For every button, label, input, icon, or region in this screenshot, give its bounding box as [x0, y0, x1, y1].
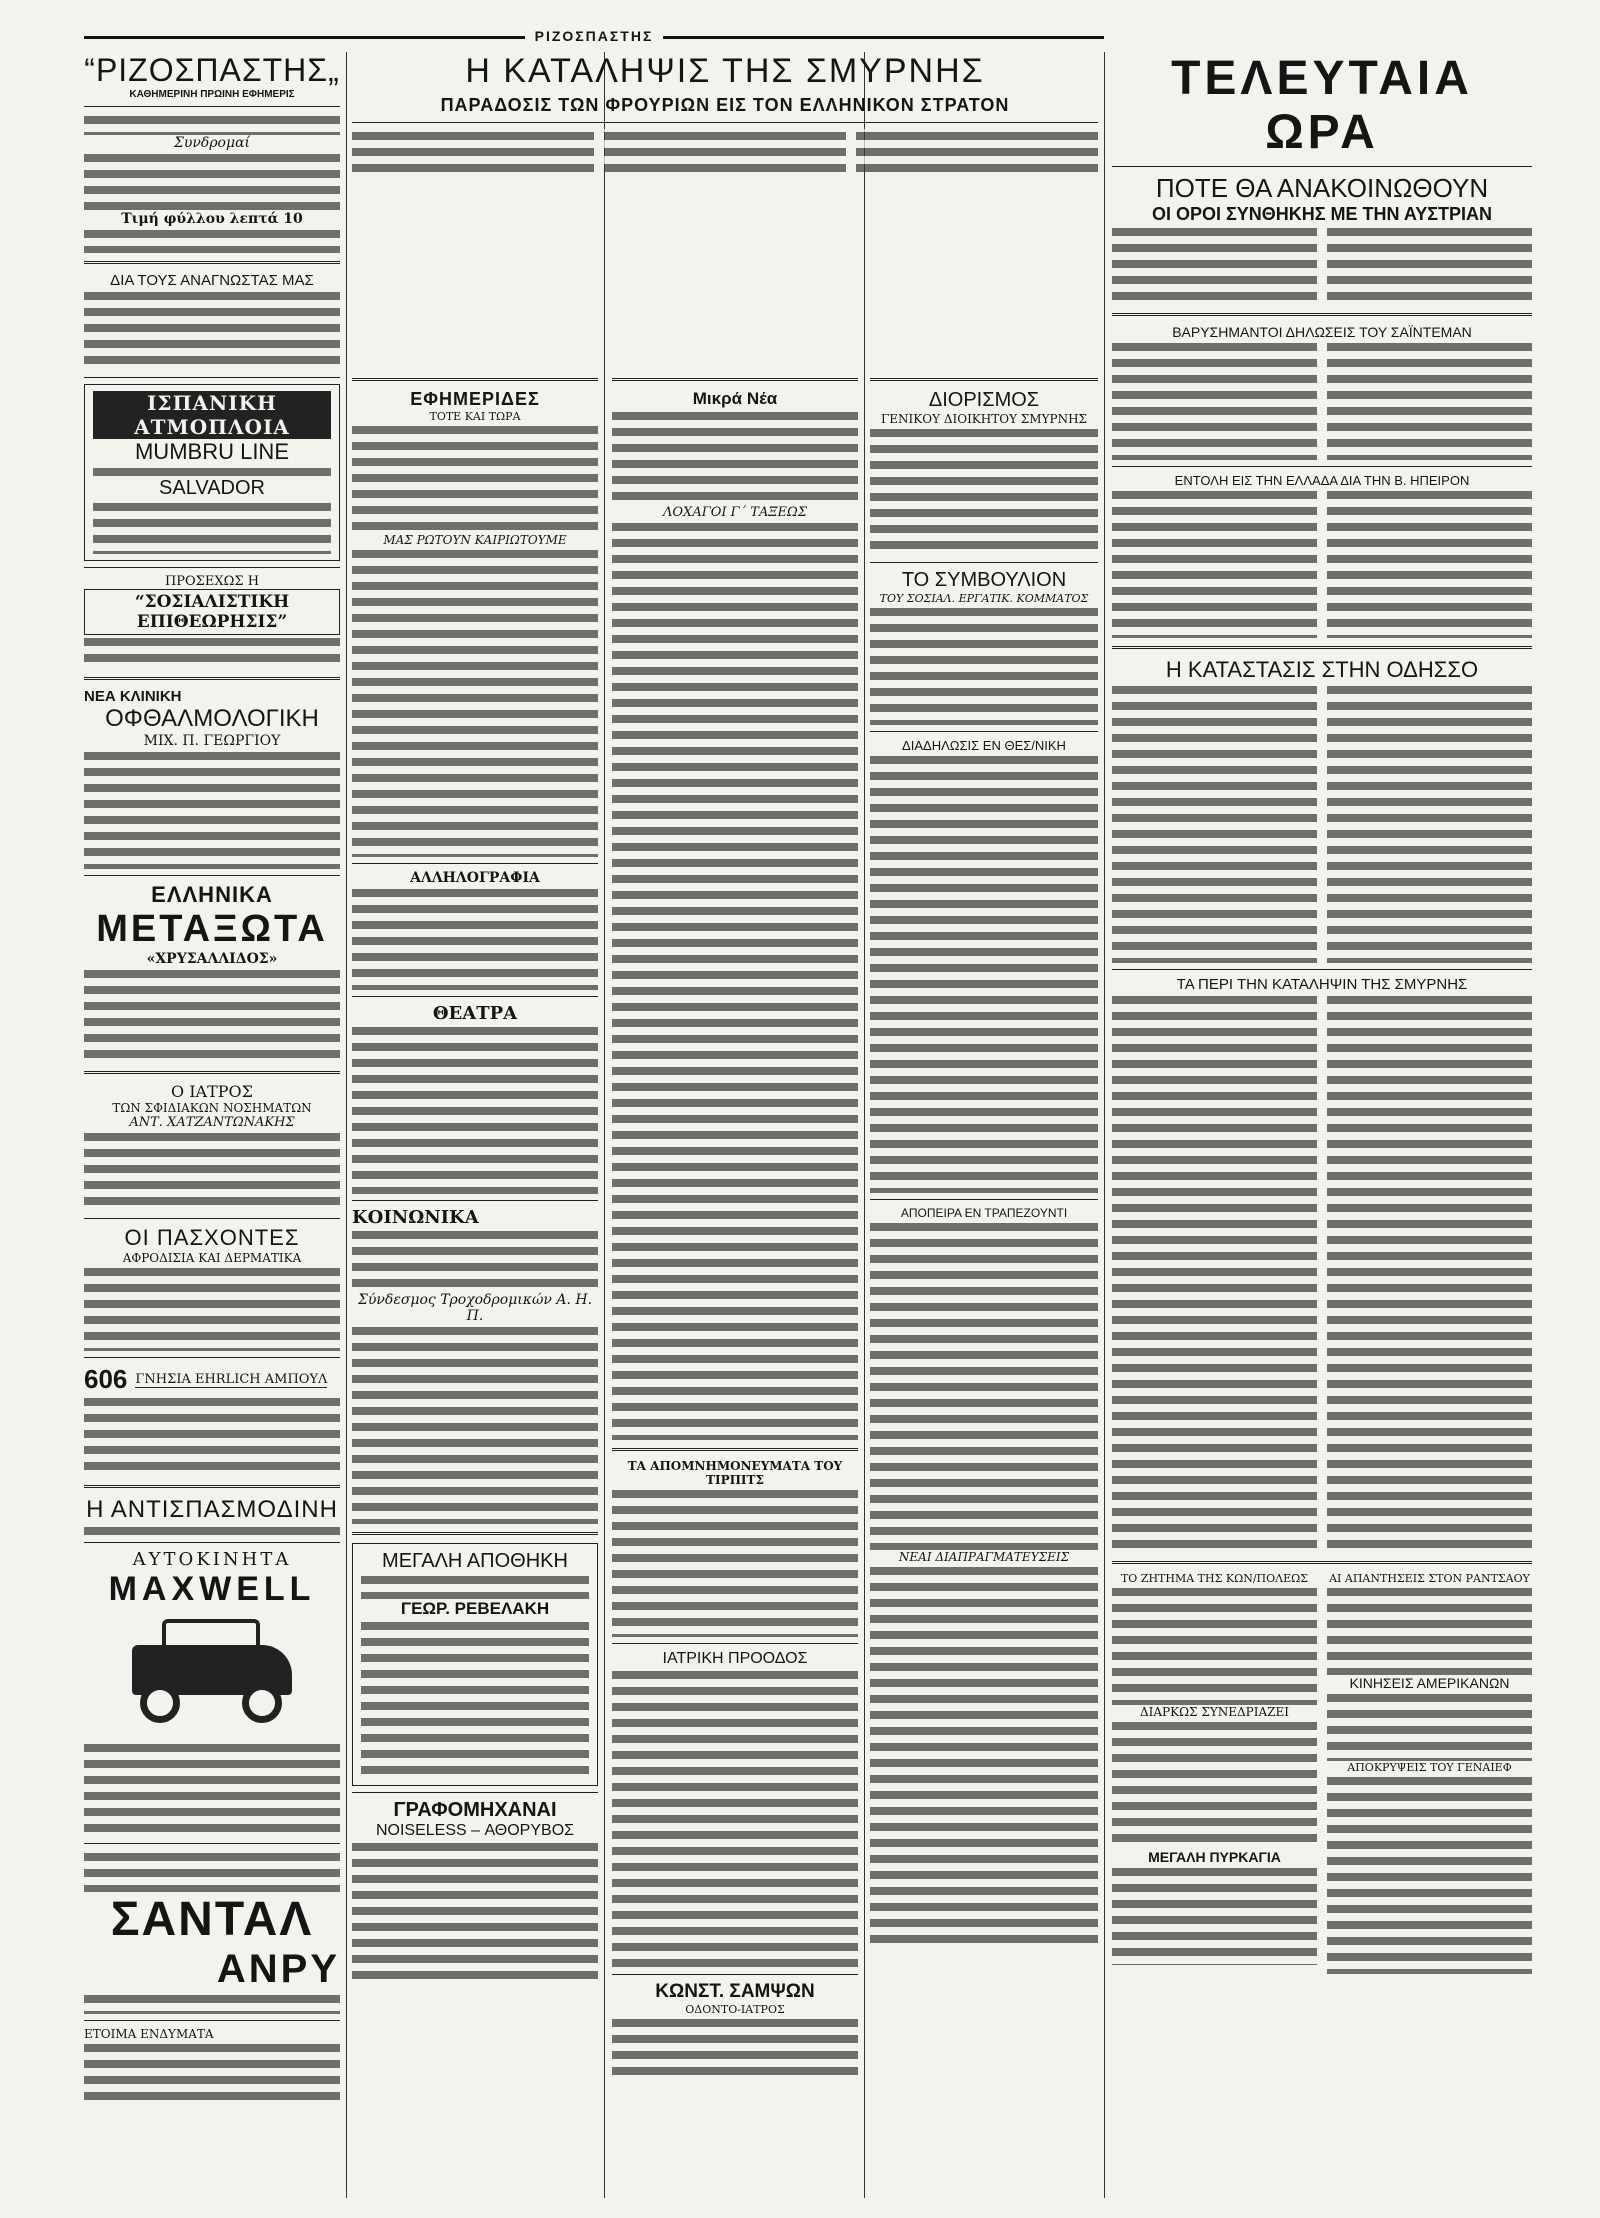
antispasm-title: Η ΑΝΤΙΣΠΑΣΜΟΔΙΝΗ: [86, 1496, 338, 1523]
r-heading-1: ΠΟΤΕ ΘΑ ΑΝΑΚΟΙΝΩΘΟΥΝ: [1155, 173, 1489, 203]
warehouse-title: ΜΕΓΑΛΗ ΑΠΟΘΗΚΗ: [382, 1550, 568, 1572]
cars-brand: MAXWELL: [108, 1570, 316, 1608]
letters-heading: ΑΛΛΗΛΟΓΡΑΦΙΑ: [410, 870, 540, 886]
council-sub: ΤΟΥ ΣΟΣΙΑΛ. ΕΡΓΑΤΙΚ. ΚΟΜΜΑΤΟΣ: [879, 592, 1089, 605]
cars-heading: ΑΥΤΟΚΙΝΗΤΑ: [132, 1549, 292, 1570]
sufferers-heading: ΟΙ ΠΑΣΧΟΝΤΕΣ: [124, 1225, 300, 1250]
silk-title: ΕΛΛΗΝΙΚΑ: [151, 882, 273, 907]
warehouse-owner: ΓΕΩΡ. ΡΕΒΕΛΑΚΗ: [400, 1599, 550, 1618]
right-column: [1112, 52, 1532, 2202]
top-banner: ΤΕΛΕΥΤΑΙΑ ΩΡΑ: [1171, 52, 1473, 159]
column-rule: [864, 52, 865, 2198]
tirpitz-heading: ΤΑ ΑΠΟΜΝΗΜΟΝΕΥΜΑΤΑ ΤΟΥ ΤΙΡΠΙΤΣ: [627, 1459, 843, 1487]
r-heading-5: ΤΑ ΠΕΡΙ ΤΗΝ ΚΑΤΑΛΗΨΙΝ ΤΗΣ ΣΜΥΡΝΗΣ: [1176, 976, 1468, 993]
clinic-doctor: ΜΙΧ. Π. ΓΕΩΡΓΙΟΥ: [143, 733, 281, 749]
r-heading-9: ΚΙΝΗΣΕΙΣ ΑΜΕΡΙΚΑΝΩΝ: [1349, 1675, 1510, 1691]
silk-big: ΜΕΤΑΞΩΤΑ: [96, 908, 328, 950]
negotiations-heading: ΝΕΑΙ ΔΙΑΠΡΑΓΜΑΤΕΥΣΕΙΣ: [898, 1550, 1070, 1564]
theatre-heading: ΘΕΑΤΡΑ: [432, 1003, 518, 1024]
shipping-line: MUMBRU LINE: [134, 439, 289, 464]
council-heading: ΤΟ ΣΥΜΒΟΥΛΙΟΝ: [901, 569, 1067, 591]
review-title: “ΣΟΣΙΑΛΙΣΤΙΚΗ ΕΠΙΘΕΩΡΗΣΙΣ”: [84, 589, 340, 635]
questions-heading: ΜΑΣ ΡΩΤΟΥΝ ΚΑΙΡΙΩΤΟΥΜΕ: [383, 533, 567, 547]
social-heading: ΚΟΙΝΩΝΙΚΑ: [352, 1207, 479, 1228]
masthead-subtitle: ΚΑΘΗΜΕΡΙΝΗ ΠΡΩΙΝΗ ΕΦΗΜΕΡΙΣ: [129, 89, 295, 100]
r-heading-6: ΤΟ ΖΗΤΗΜΑ ΤΗΣ ΚΩΝ/ΠΟΛΕΩΣ: [1120, 1572, 1309, 1585]
running-head-title: ΡΙΖΟΣΠΑΣΤΗΣ: [525, 28, 664, 44]
r-heading-11: ΜΕΓΑΛΗ ΠΥΡΚΑΓΙΑ: [1148, 1849, 1281, 1865]
column-4: [870, 370, 1098, 2200]
clinic-title: ΟΦΘΑΛΜΟΛΟΓΙΚΗ: [105, 705, 319, 732]
price-line: Τιμή φύλλου λεπτά 10: [121, 211, 303, 227]
r-heading-1-sub: ΟΙ ΟΡΟΙ ΣΥΝΘΗΚΗΣ ΜΕ ΤΗΝ ΑΥΣΤΡΙΑΝ: [1151, 204, 1493, 224]
doctor-name: ΑΝΤ. ΧΑΤΖΑΝΤΩΝΑΚΗΣ: [129, 1115, 295, 1130]
readers-heading: ΔΙΑ ΤΟΥΣ ΑΝΑΓΝΩΣΤΑΣ ΜΑΣ: [110, 272, 314, 289]
appointment-sub: ΓΕΝΙΚΟΥ ΔΙΟΙΚΗΤΟΥ ΣΜΥΡΝΗΣ: [880, 412, 1088, 426]
column-rule: [346, 52, 347, 2198]
ehrlich-text: ΓΝΗΣΙΑ EHRLICH ΑΜΠΟΥΛ: [135, 1371, 328, 1387]
santal-brand: ΑΝΡΥ: [216, 1947, 340, 1991]
main-article-header: [352, 52, 1098, 172]
r-heading-8: ΔΙΑΡΚΩΣ ΣΥΝΕΔΡΙΑΖΕΙ: [1139, 1705, 1289, 1719]
r-heading-2: ΒΑΡΥΣΗΜΑΝΤΟΙ ΔΗΛΩΣΕΙΣ ΤΟΥ ΣΑΪΝΤΕΜΑΝ: [1172, 324, 1472, 340]
silk-brand: «ΧΡΥΣΑΛΛΙΔΟΣ»: [146, 951, 278, 967]
subscription-heading: Συνδρομαί: [173, 135, 251, 151]
demonstrations-heading: ΔΙΑΔΗΛΩΣΙΣ ΕΝ ΘΕΣ/ΝΙΚΗ: [902, 738, 1066, 753]
medical-heading: ΙΑΤΡΙΚΗ ΠΡΟΟΔΟΣ: [662, 1650, 808, 1667]
hospital-sub: ΟΔΟΝΤΟ-ΙΑΤΡΟΣ: [685, 2003, 785, 2016]
ehrlich-number: 606: [84, 1364, 128, 1394]
sufferers-sub: ΑΦΡΟΔΙΣΙΑ ΚΑΙ ΔΕΡΜΑΤΙΚΑ: [122, 1251, 302, 1265]
column-3: [612, 370, 858, 2200]
ehrlich-ad: [84, 1364, 340, 1395]
santal-big: ΣΑΝΤΑΛ: [110, 1893, 314, 1946]
warehouse-ad: [352, 1543, 598, 1786]
main-subhead: ΠΑΡΑΔΟΣΙΣ ΤΩΝ ΦΡΟΥΡΙΩΝ ΕΙΣ ΤΟΝ ΕΛΛΗΝΙΚΟΝ ΣΤΡΑΤΟΝ: [440, 95, 1010, 115]
main-headline: Η ΚΑΤΑΛΗΨΙΣ ΤΗΣ ΣΜΥΡΝΗΣ: [465, 52, 985, 90]
column-rule: [1104, 52, 1105, 2198]
shipping-title: ΙΣΠΑΝΙΚΗ ΑΤΜΟΠΛΟΙΑ: [93, 391, 331, 439]
union-heading: Σύνδεσμος Τροχοδρομικών Α. Η. Π.: [357, 1292, 593, 1324]
typewriter-title: ΓΡΑΦΟΜΗΧΑΝΑΙ: [393, 1799, 557, 1821]
newspapers-sub: ΤΟΤΕ ΚΑΙ ΤΩΡΑ: [429, 410, 521, 423]
r-heading-3: ΕΝΤΟΛΗ ΕΙΣ ΤΗΝ ΕΛΛΑΔΑ ΔΙΑ ΤΗΝ Β. ΗΠΕΙΡΟΝ: [1174, 473, 1470, 488]
doctor-heading: Ο ΙΑΤΡΟΣ: [171, 1082, 253, 1101]
clinic-heading: ΝΕΑ ΚΛΙΝΙΚΗ: [84, 688, 182, 705]
r-heading-10: ΑΠΟΚΡΥΨΕΙΣ ΤΟΥ ΓΕΝΑΙΕΦ: [1347, 1761, 1512, 1774]
small-news-heading: Μικρά Νέα: [692, 389, 778, 408]
program-heading: ΠΡΟΣΕΧΩΣ Η: [164, 574, 260, 589]
column-2: [352, 370, 598, 2200]
hospital-title: ΚΩΝΣΤ. ΣΑΜΨΩΝ: [655, 1981, 815, 2002]
footer-line: ΕΤΟΙΜΑ ΕΝΔΥΜΑΤΑ: [84, 2027, 214, 2041]
masthead-title: “ΡΙΖΟΣΠΑΣΤΗΣ„: [84, 52, 340, 88]
attempt-heading: ΑΠΟΠΕΙΡΑ ΕΝ ΤΡΑΠΕΖΟΥΝΤΙ: [900, 1206, 1068, 1220]
car-illustration: [122, 1615, 302, 1735]
appointment-heading: ΔΙΟΡΙΣΜΟΣ: [928, 389, 1040, 411]
doctor-sub: ΤΩΝ ΣΦΙΔΙΑΚΩΝ ΝΟΣΗΜΑΤΩΝ: [112, 1101, 312, 1115]
typewriter-brand: NOISELESS – ΑΘΟΡΥΒΟΣ: [375, 1822, 575, 1839]
running-head: [84, 14, 1104, 44]
left-column: [84, 52, 340, 2202]
column-rule: [604, 52, 605, 2198]
shipping-ship: SALVADOR: [159, 477, 265, 499]
newspapers-heading: ΕΦΗΜΕΡΙΔΕΣ: [410, 389, 540, 409]
r-heading-7: ΑΙ ΑΠΑΝΤΗΣΕΙΣ ΣΤΟΝ ΡΑΝΤΣΑΟΥ: [1329, 1572, 1530, 1585]
shipping-ad: [84, 384, 340, 561]
r-heading-4: Η ΚΑΤΑΣΤΑΣΙΣ ΣΤΗΝ ΟΔΗΣΣΟ: [1165, 657, 1479, 682]
captains-heading: ΛΟΧΑΓΟΙ Γ΄ ΤΑΞΕΩΣ: [663, 505, 807, 520]
